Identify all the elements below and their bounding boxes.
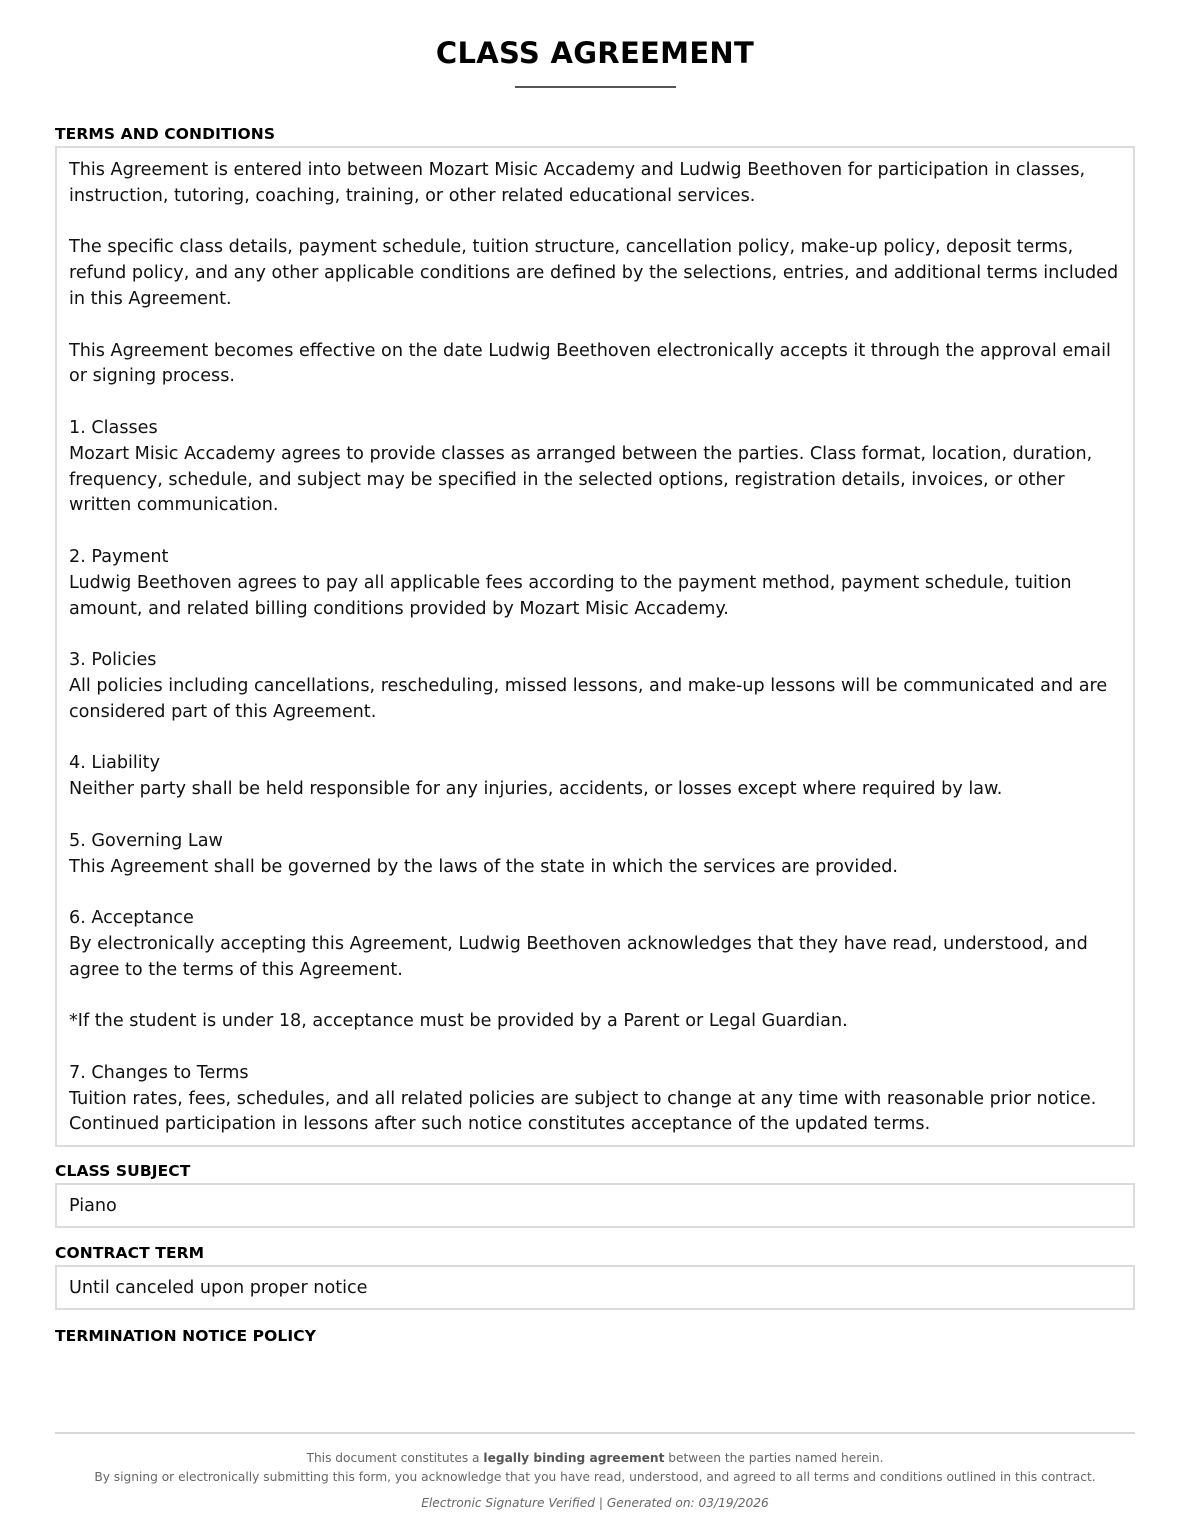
termination-notice-policy-label: TERMINATION NOTICE POLICY <box>55 1327 317 1345</box>
document-title: CLASS AGREEMENT <box>435 36 755 70</box>
clause-governing-law <box>69 829 1121 881</box>
clause-body: Ludwig Beethoven agrees to pay all applicable fees according to the payment method, payment schedule, tuition amount, and related billing conditions provided by Mozart Misic Accademy. <box>69 572 1072 619</box>
clause-heading: 4. Liability <box>69 753 160 774</box>
clause-heading: 7. Changes to Terms <box>69 1062 249 1083</box>
clause-body: Mozart Misic Accademy agrees to provide classes as arranged between the parties. Class format, location, duration, frequency, schedule, and subject may be specified in the selected options, registration details, invoices, or other written communication. <box>69 443 1093 516</box>
footer-signature-verification: Electronic Signature Verified | Generated on: 03/19/2026 <box>421 1496 769 1510</box>
title-underline <box>515 86 676 88</box>
intro-paragraph: This Agreement becomes effective on the date Ludwig Beethoven electronically accepts it through the approval email or signing process. <box>69 340 1111 387</box>
class-subject-value: Piano <box>69 1195 117 1216</box>
footer-binding-statement <box>55 1451 1135 1465</box>
intro-paragraph: This Agreement is entered into between Mozart Misic Accademy and Ludwig Beethoven for participation in classes, instruction, tutoring, coaching, training, or other related educational services. <box>69 160 1086 206</box>
contract-term-value: Until canceled upon proper notice <box>69 1277 368 1298</box>
clause-policies <box>69 648 1121 725</box>
clause-changes-to-terms <box>69 1061 1121 1138</box>
clause-body: Tuition rates, fees, schedules, and all related policies are subject to change at any time with reasonable prior notice. Continued participation in lessons after such notice constitutes acceptance of the updated terms. <box>69 1088 1097 1135</box>
clause-body: This Agreement shall be governed by the laws of the state in which the services are provided. <box>69 856 898 877</box>
terms-label: TERMS AND CONDITIONS <box>55 125 276 143</box>
contract-term-label: CONTRACT TERM <box>55 1244 205 1262</box>
class-subject-field <box>55 1183 1135 1228</box>
clause-classes <box>69 416 1121 519</box>
clause-heading: 5. Governing Law <box>69 830 223 851</box>
minor-note: *If the student is under 18, acceptance must be provided by a Parent or Legal Guardian. <box>69 1011 848 1032</box>
clause-payment <box>69 545 1121 622</box>
contract-term-field <box>55 1265 1135 1310</box>
footer-text: This document constitutes a <box>306 1451 484 1465</box>
footer-text: between the parties named herein. <box>664 1451 884 1465</box>
clause-heading: 6. Acceptance <box>69 908 194 929</box>
footer-divider <box>55 1432 1135 1434</box>
terms-box <box>55 146 1135 1147</box>
clause-heading: 3. Policies <box>69 650 157 671</box>
footer-acknowledgement: By signing or electronically submitting this form, you acknowledge that you have read, understood, and agreed to all terms and conditions outlined in this contract. <box>94 1470 1096 1484</box>
class-subject-label: CLASS SUBJECT <box>55 1162 191 1180</box>
clause-body: By electronically accepting this Agreement, Ludwig Beethoven acknowledges that they have read, understood, and agree to the terms of this Agreement. <box>69 933 1088 980</box>
intro-paragraph: The specific class details, payment schedule, tuition structure, cancellation policy, make-up policy, deposit terms, refund policy, and any other applicable conditions are defined by the selections, entries, and additional terms included in this Agreement. <box>69 237 1119 309</box>
footer-bold-text: legally binding agreement <box>483 1451 665 1465</box>
clause-liability <box>69 751 1121 803</box>
clause-acceptance <box>69 906 1121 983</box>
clause-body: All policies including cancellations, rescheduling, missed lessons, and make-up lessons will be communicated and are considered part of this Agreement. <box>69 675 1108 722</box>
clause-heading: 1. Classes <box>69 417 158 438</box>
clause-heading: 2. Payment <box>69 546 169 567</box>
clause-body: Neither party shall be held responsible for any injuries, accidents, or losses except where required by law. <box>69 779 1003 800</box>
